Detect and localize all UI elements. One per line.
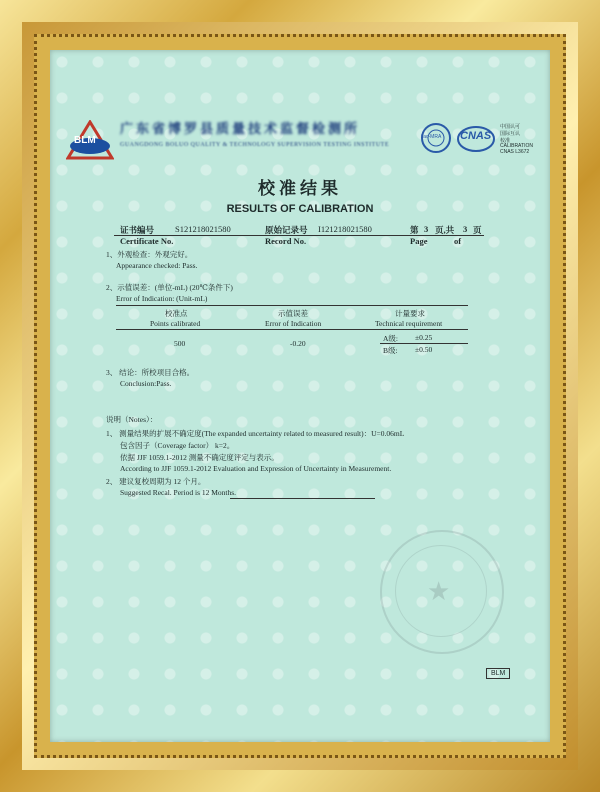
table-top-rule — [116, 305, 468, 306]
meta-divider — [114, 235, 484, 236]
title-en: RESULTS OF CALIBRATION — [226, 203, 374, 215]
col-error-en: Error of Indication — [265, 319, 322, 328]
cell-error: -0.20 — [290, 339, 306, 348]
col-req-cn: 计量要求 — [395, 309, 425, 318]
page-total: 3 — [463, 224, 468, 234]
note1-basis-en: According to JJF 1059.1-2012 Evaluation and Expression of Uncertainty in Measurement. — [120, 464, 392, 473]
cert-no-label-en: Certificate No. — [120, 236, 174, 246]
ilac-mra-text: ilac-MRA — [421, 134, 442, 140]
error-indication-cn: 2、示值误差：(单位-mL) (20℃条件下) — [106, 283, 233, 292]
note1-basis-cn: 依据 JJF 1059.1-2012 测量不确定度评定与表示。 — [120, 453, 279, 462]
institute-name-en: GUANGDONG BOLUO QUALITY & TECHNOLOGY SUPERVISION TESTING INSTITUTE — [120, 142, 390, 148]
cnas-info-line3: 校准 — [500, 139, 511, 144]
page-cn-suffix: 页 — [473, 225, 482, 235]
cnas-info-line4: CALIBRATION — [500, 143, 533, 149]
col-req-en: Technical requirement — [375, 319, 443, 328]
notes-title: 说明（Notes）： — [106, 415, 158, 424]
page-number: 3 — [424, 224, 429, 234]
table-header-rule — [116, 329, 468, 330]
end-rule — [230, 498, 375, 499]
appearance-en: Appearance checked: Pass. — [116, 261, 198, 270]
cnas-info-line1: 中国认可 — [500, 125, 521, 130]
req-b-value: ±0.50 — [415, 345, 433, 354]
req-a-label: A级: — [383, 334, 398, 343]
req-b-label: B级: — [383, 346, 398, 355]
col-points-cn: 校准点 — [165, 309, 188, 318]
record-no-value: I121218021580 — [318, 224, 372, 234]
institute-name-cn: 广东省博罗县质量技术监督检测所 — [120, 121, 361, 136]
conclusion-en: Conclusion:Pass. — [120, 379, 172, 388]
cnas-info-line2: 国际互认 — [500, 132, 521, 137]
req-a-value: ±0.25 — [415, 333, 433, 342]
page-label-en: Page — [410, 236, 428, 246]
error-indication-en: Error of Indication: (Unit-mL) — [116, 294, 208, 303]
record-no-label-cn: 原始记录号 — [265, 225, 308, 235]
title-cn: 校准结果 — [258, 179, 342, 198]
note1-coverage: 包含因子（Coverage factor） k=2。 — [120, 441, 235, 450]
record-no-label-en: Record No. — [265, 236, 307, 246]
conclusion-cn: 3、 结论：所校项目合格。 — [106, 368, 195, 377]
cnas-info-line5: CNAS L3672 — [500, 149, 530, 155]
page-cn-mid: 页,共 — [435, 225, 455, 235]
note2-recal-en: Suggested Recal. Period is 12 Months. — [120, 488, 237, 497]
cert-no-value: S121218021580 — [175, 224, 231, 234]
req-divider — [380, 343, 468, 344]
seal-star-icon: ★ — [427, 577, 451, 606]
note2-recal-cn: 2、 建议复校周期为 12 个月。 — [106, 477, 206, 486]
footer-blm-logo: BLM — [486, 668, 510, 679]
note1-uncertainty: 1、 测量结果的扩展不确定度(The expanded uncertainty related to measured result)：U=0.06mL — [106, 429, 405, 438]
of-label-en: of — [454, 236, 462, 246]
cert-no-label-cn: 证书编号 — [120, 225, 155, 235]
col-error-cn: 示值误差 — [278, 309, 308, 318]
appearance-cn: 1、外观检查：外观完好。 — [106, 250, 193, 259]
blm-logo-text: BLM — [74, 135, 96, 146]
col-points-en: Points calibrated — [150, 319, 201, 328]
page-cn-prefix: 第 — [410, 225, 419, 235]
cell-point: 500 — [174, 339, 186, 348]
certificate-page — [50, 50, 550, 742]
cnas-logo-text: CNAS — [460, 130, 492, 142]
